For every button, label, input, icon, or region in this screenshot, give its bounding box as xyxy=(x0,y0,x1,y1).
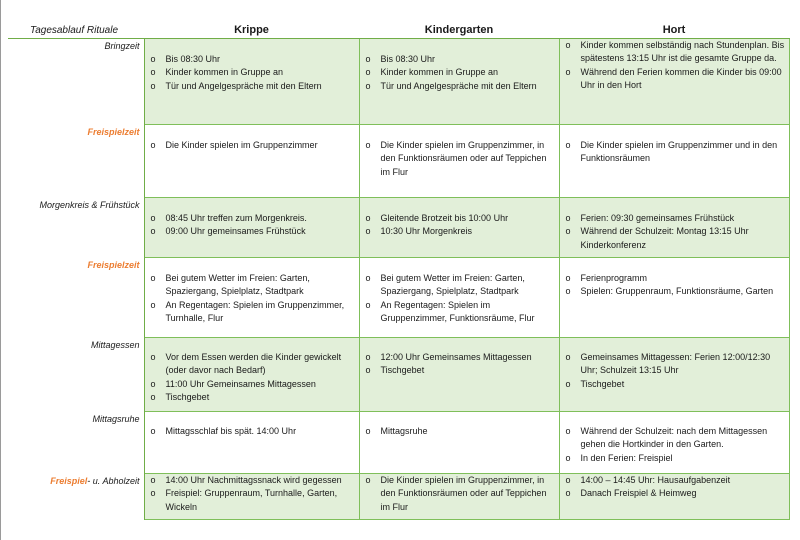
row-label: Mittagsruhe xyxy=(8,412,144,474)
cell-kindergarten xyxy=(359,39,559,125)
list-item: o Tür und Angelgespräche mit den Eltern xyxy=(151,80,355,93)
table-row xyxy=(8,474,789,520)
list-item: o 14:00 Uhr Nachmittagssnack wird gegessen xyxy=(151,474,355,487)
row-label: Bringzeit xyxy=(8,39,144,125)
list-item: o 11:00 Uhr Gemeinsames Mittagessen xyxy=(151,378,355,391)
list-item: o Danach Freispiel & Heimweg xyxy=(566,487,785,500)
row-label-highlight: Freispiel xyxy=(50,475,88,486)
page-left-border xyxy=(0,0,1,540)
cell-kindergarten xyxy=(359,474,559,520)
header-row xyxy=(8,22,789,39)
list-item: o Vor dem Essen werden die Kinder gewickelt (oder davor nach Bedarf) xyxy=(151,351,355,378)
cell-kindergarten xyxy=(359,198,559,258)
row-label: Freispielzeit xyxy=(8,258,144,338)
list-item: o Kinder kommen in Gruppe an xyxy=(366,66,555,79)
list-item: o 10:30 Uhr Morgenkreis xyxy=(366,225,555,238)
cell-hort xyxy=(559,474,789,520)
list-item: o Gleitende Brotzeit bis 10:00 Uhr xyxy=(366,212,555,225)
corner-label: Tagesablauf Rituale xyxy=(8,22,144,39)
list-item: o Mittagsruhe xyxy=(366,425,555,438)
row-label-suffix: - u. Abholzeit xyxy=(87,475,140,486)
list-item: o 14:00 – 14:45 Uhr: Hausaufgabenzeit xyxy=(566,474,785,487)
list-item: o Die Kinder spielen im Gruppenzimmer und in den Funktionsräumen xyxy=(566,139,785,166)
row-label: Mittagessen xyxy=(8,338,144,412)
list-item: o Tür und Angelgespräche mit den Eltern xyxy=(366,80,555,93)
list-item: o Bis 08:30 Uhr xyxy=(366,53,555,66)
cell-hort xyxy=(559,39,789,125)
list-item: o Die Kinder spielen im Gruppenzimmer xyxy=(151,139,355,152)
list-item: o Ferienprogramm xyxy=(566,272,785,285)
list-item: o Kinder kommen selbständig nach Stundenplan. Bis spätestens 13:15 Uhr ist die gesamte Gruppe da. xyxy=(566,39,785,66)
list-item: o Spielen: Gruppenraum, Funktionsräume, Garten xyxy=(566,285,785,298)
cell-krippe xyxy=(144,198,359,258)
list-item: o 08:45 Uhr treffen zum Morgenkreis. xyxy=(151,212,355,225)
list-item: o Ferien: 09:30 gemeinsames Frühstück xyxy=(566,212,785,225)
cell-kindergarten xyxy=(359,125,559,198)
list-item: o Mittagsschlaf bis spät. 14:00 Uhr xyxy=(151,425,355,438)
list-item: o Bis 08:30 Uhr xyxy=(151,53,355,66)
cell-kindergarten xyxy=(359,412,559,474)
cell-krippe xyxy=(144,338,359,412)
list-item: o In den Ferien: Freispiel xyxy=(566,452,785,465)
table-row xyxy=(8,258,789,338)
table-row xyxy=(8,39,789,125)
table-row xyxy=(8,198,789,258)
list-item: o Tischgebet xyxy=(366,364,555,377)
list-item: o An Regentagen: Spielen im Gruppenzimmer, Funktionsräume, Flur xyxy=(366,299,555,326)
column-header-hort: Hort xyxy=(559,22,789,39)
list-item: o Tischgebet xyxy=(566,378,785,391)
cell-hort xyxy=(559,198,789,258)
row-label: Morgenkreis & Frühstück xyxy=(8,198,144,258)
cell-krippe xyxy=(144,412,359,474)
cell-krippe xyxy=(144,258,359,338)
table-row xyxy=(8,412,789,474)
row-label: Freispielzeit xyxy=(8,125,144,198)
list-item: o 12:00 Uhr Gemeinsames Mittagessen xyxy=(366,351,555,364)
list-item: o Während der Schulzeit: Montag 13:15 Uhr Kinderkonferenz xyxy=(566,225,785,252)
cell-krippe xyxy=(144,39,359,125)
cell-kindergarten xyxy=(359,338,559,412)
list-item: o Bei gutem Wetter im Freien: Garten, Spaziergang, Spielplatz, Stadtpark xyxy=(151,272,355,299)
daily-schedule-table xyxy=(8,22,790,520)
list-item: o Gemeinsames Mittagessen: Ferien 12:00/12:30 Uhr; Schulzeit 13:15 Uhr xyxy=(566,351,785,378)
row-label xyxy=(8,474,144,520)
list-item: o Die Kinder spielen im Gruppenzimmer, in den Funktionsräumen oder auf Teppichen im Flur xyxy=(366,474,555,514)
cell-hort xyxy=(559,338,789,412)
column-header-krippe: Krippe xyxy=(144,22,359,39)
list-item: o Während den Ferien kommen die Kinder bis 09:00 Uhr in den Hort xyxy=(566,66,785,93)
list-item: o Während der Schulzeit: nach dem Mittagessen gehen die Hortkinder in den Garten. xyxy=(566,425,785,452)
list-item: o Kinder kommen in Gruppe an xyxy=(151,66,355,79)
list-item: o Die Kinder spielen im Gruppenzimmer, in den Funktionsräumen oder auf Teppichen im Flur xyxy=(366,139,555,179)
list-item: o Bei gutem Wetter im Freien: Garten, Spaziergang, Spielplatz, Stadtpark xyxy=(366,272,555,299)
cell-hort xyxy=(559,258,789,338)
cell-hort xyxy=(559,412,789,474)
cell-krippe xyxy=(144,125,359,198)
list-item: o Freispiel: Gruppenraum, Turnhalle, Garten, Wickeln xyxy=(151,487,355,514)
column-header-kindergarten: Kindergarten xyxy=(359,22,559,39)
table-row xyxy=(8,338,789,412)
list-item: o An Regentagen: Spielen im Gruppenzimmer, Turnhalle, Flur xyxy=(151,299,355,326)
cell-hort xyxy=(559,125,789,198)
list-item: o 09:00 Uhr gemeinsames Frühstück xyxy=(151,225,355,238)
cell-krippe xyxy=(144,474,359,520)
cell-kindergarten xyxy=(359,258,559,338)
table-row xyxy=(8,125,789,198)
list-item: o Tischgebet xyxy=(151,391,355,404)
